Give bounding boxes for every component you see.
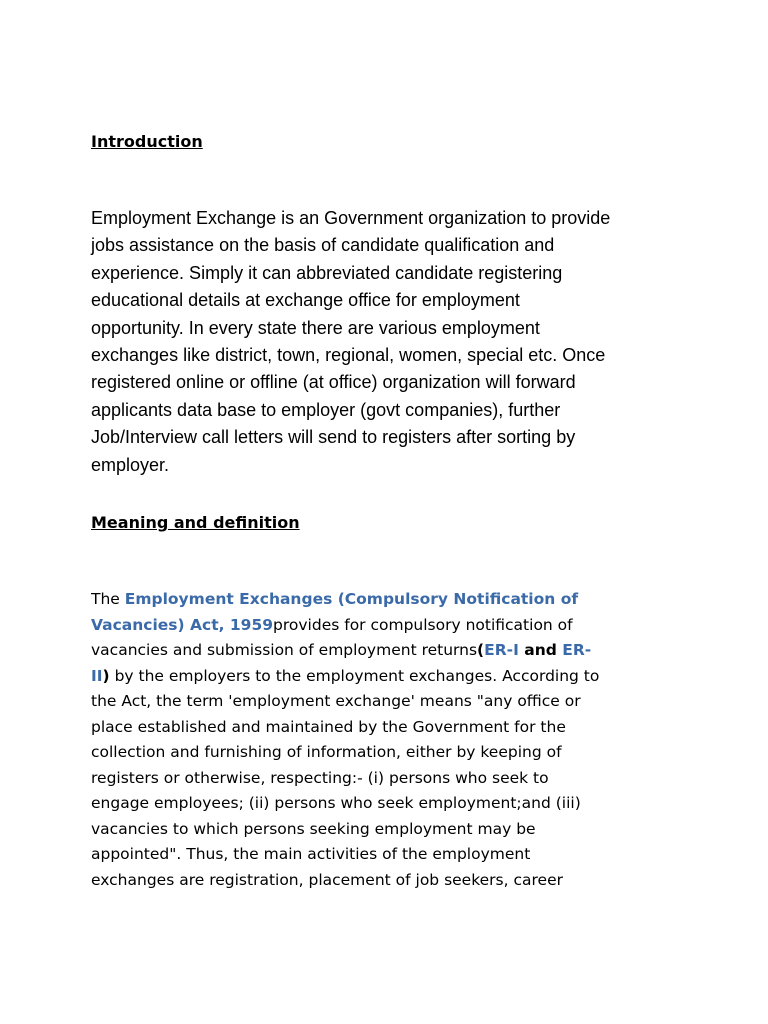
meaning-text: provides for compulsory notification of (273, 615, 573, 634)
intro-line: employer. (91, 454, 170, 475)
open-paren: ( (477, 641, 485, 659)
er2-link-text: ER- (562, 641, 592, 659)
intro-line: educational details at exchange office for employment (91, 290, 520, 311)
meaning-line: vacancies to which persons seeking employment may be (91, 819, 536, 838)
meaning-line: the Act, the term 'employment exchange' means "any office or (91, 692, 581, 710)
meaning-line: exchanges are registration, placement of job seekers, career (91, 870, 563, 889)
meaning-text: by the employers to the employment exchanges. According to (109, 666, 600, 685)
and-text: and (518, 641, 563, 659)
er2-link-text: II (91, 666, 103, 685)
act-link-text: Vacancies) Act, 1959 (91, 615, 274, 634)
intro-line: jobs assistance on the basis of candidate qualification and (91, 235, 555, 256)
meaning-paragraph (91, 587, 691, 893)
intro-line: exchanges like district, town, regional, women, special etc. Once (91, 345, 606, 366)
intro-line: experience. Simply it can abbreviated candidate registering (91, 262, 563, 283)
meaning-heading: Meaning and definition (91, 513, 300, 532)
meaning-line: appointed". Thus, the main activities of the employment (91, 845, 531, 863)
intro-line: Job/Interview call letters will send to registers after sorting by (91, 427, 576, 448)
introduction-paragraph (91, 205, 661, 479)
close-paren: ) (102, 666, 110, 685)
meaning-text: vacancies and submission of employment returns (91, 641, 478, 659)
meaning-line: place established and maintained by the Government for the (91, 717, 566, 736)
intro-line: opportunity. In every state there are various employment (91, 317, 540, 338)
er1-link[interactable]: ER-I (484, 641, 519, 659)
introduction-heading: Introduction (91, 132, 203, 151)
meaning-line: engage employees; (ii) persons who seek employment;and (iii) (91, 794, 581, 812)
intro-line: Employment Exchange is an Government organization to provide (91, 208, 611, 228)
intro-line: registered online or offline (at office) organization will forward (91, 372, 576, 393)
meaning-text: The (91, 590, 125, 608)
meaning-line: registers or otherwise, respecting:- (i) persons who seek to (91, 768, 549, 787)
act-link-text: Employment Exchanges (Compulsory Notification of (124, 590, 579, 608)
meaning-line: collection and furnishing of information, either by keeping of (91, 743, 562, 761)
intro-line: applicants data base to employer (govt companies), further (91, 399, 561, 420)
